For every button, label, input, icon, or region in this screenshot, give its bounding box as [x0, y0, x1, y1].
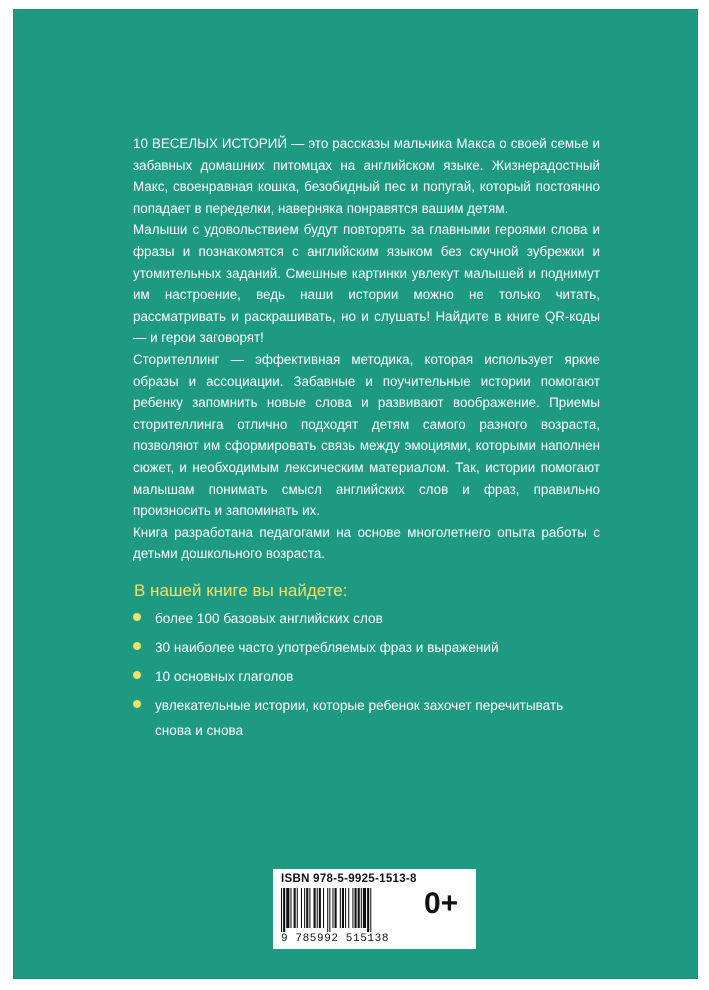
description-text — [133, 133, 600, 565]
description-paragraph: Малыши с удовольствием будут повторять за главными героями слова и фразы и познакомятся с английским языком без скучной зубрежки и утомительных заданий. Смешные картинки увлекут малышей и поднимут им настроение, ведь наши истории можно не только читать, рассматривать и раскрашивать, но и слушать! Найдите в книге QR-коды — и герои заговорят! — [133, 222, 600, 346]
feature-text: 10 основных глаголов — [155, 669, 294, 684]
feature-text: 30 наиболее часто употребляемых фраз и выражений — [155, 640, 499, 655]
age-rating-badge: 0+ — [424, 887, 459, 920]
list-item — [131, 693, 601, 743]
description-paragraph: Сторителлинг — эффективная методика, которая использует яркие образы и ассоциации. Забавные и поучительные истории помогают ребенку запомнить новые слова и развивают воображение. Приемы сторителлинга отлично подходят детям самого разного возраста, позволяют им сформировать связь между эмоциями, которыми наполнен сюжет, и необходимым лексическим материалом. Так, истории помогают малышам понимать смысл английских слов и фраз, правильно произносить и запоминать их. — [133, 351, 600, 519]
bullet-dot-icon — [133, 642, 141, 650]
barcode-digits: 9 785992 515138 — [281, 933, 390, 945]
list-item — [131, 606, 601, 631]
feature-text: увлекательные истории, которые ребенок захочет перечитывать снова и снова — [155, 698, 564, 738]
features-heading: В нашей книге вы найдете: — [134, 581, 348, 600]
bullet-dot-icon — [133, 613, 141, 621]
list-item — [131, 635, 601, 660]
features-list — [131, 606, 601, 743]
bullet-dot-icon — [133, 700, 141, 708]
barcode-icon — [281, 888, 411, 932]
list-item — [131, 664, 601, 689]
barcode-panel — [273, 869, 476, 949]
book-back-cover — [13, 9, 698, 979]
description-paragraph: Книга разработана педагогами на основе многолетнего опыта работы с детьми дошкольного возраста. — [133, 524, 600, 562]
bullet-dot-icon — [133, 671, 141, 679]
feature-text: более 100 базовых английских слов — [155, 611, 383, 626]
isbn-label: ISBN 978-5-9925-1513-8 — [281, 873, 417, 885]
description-paragraph: 10 ВЕСЕЛЫХ ИСТОРИЙ — это рассказы мальчика Макса о своей семье и забавных домашних питомцах на английском языке. Жизнерадостный Макс, своенравная кошка, безобидный пес и попугай, который постоянно попадает в переделки, наверняка понравятся вашим детям. — [133, 136, 600, 216]
